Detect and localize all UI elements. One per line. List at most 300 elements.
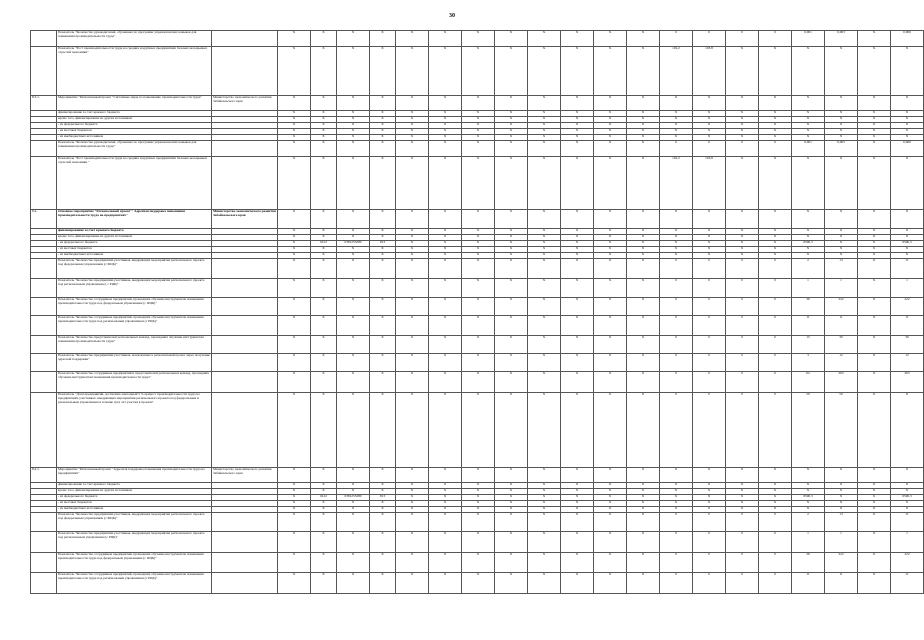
value-cell: 1 [825,532,858,553]
value-cell: X [792,47,825,96]
value-cell: X [370,507,396,513]
value-cell: X [311,298,337,316]
value-cell: X [396,235,429,241]
value-cell: X [891,47,924,96]
value-cell: X [627,372,660,393]
value-cell: X [693,483,726,489]
value-cell: 50 [825,393,858,468]
value-cell: X [627,483,660,489]
value-cell: X [528,354,561,372]
value-cell: X [495,247,528,253]
value-cell: X [495,96,528,111]
value-cell: X [370,229,396,235]
value-cell: X [462,229,495,235]
value-cell: X [891,253,924,259]
value-cell: X [858,135,891,141]
table-row [31,316,924,336]
value-cell: 222 [825,553,858,573]
value-cell: X [759,47,792,96]
row-name-cell: - из внебюджетных источников [57,135,212,141]
value-cell: X [429,157,462,210]
value-cell: X [528,117,561,123]
value-cell: X [278,117,311,123]
value-cell: X [337,157,370,210]
value-cell: X [396,96,429,111]
value-cell: X [429,279,462,298]
value-cell: X [594,573,627,594]
value-cell: 36 [792,298,825,316]
value-cell: X [370,235,396,241]
value-cell: X [311,31,337,47]
value-cell: 0 [693,298,726,316]
value-cell: 6590,3 [792,495,825,501]
value-cell: X [462,507,495,513]
value-cell: X [528,259,561,279]
value-cell: X [370,111,396,117]
value-cell: X [495,135,528,141]
value-cell: X [858,241,891,247]
value-cell: X [792,253,825,259]
value-cell: X [759,241,792,247]
value-cell: X [825,468,858,483]
value-cell: X [594,354,627,372]
value-cell: X [561,117,594,123]
value-cell: X [561,513,594,532]
value-cell: X [792,468,825,483]
value-cell: X [370,501,396,507]
value-cell: X [370,157,396,210]
value-cell: X [726,235,759,241]
value-cell: X [337,47,370,96]
value-cell: 62 [792,372,825,393]
value-cell: X [792,247,825,253]
value-cell: X [528,96,561,111]
value-cell: X [594,279,627,298]
value-cell: X [594,393,627,468]
value-cell: X [462,372,495,393]
value-cell: X [792,210,825,229]
value-cell: X [627,157,660,210]
value-cell: X [528,501,561,507]
row-name-cell: Показатель "Рост производительности труда на средних и крупных предприятиях базовых несырьевых отраслей экономики" [57,47,212,96]
value-cell: 0,006 [891,141,924,157]
value-cell: 0 [660,31,693,47]
value-cell: 11 [792,316,825,336]
value-cell: 0 [660,513,693,532]
value-cell: X [627,247,660,253]
value-cell: X [462,31,495,47]
value-cell: X [396,117,429,123]
value-cell: 6590,3 [891,241,924,247]
value-cell: 0412 [311,241,337,247]
value-cell: X [594,532,627,553]
table-row [31,31,924,47]
value-cell: X [462,573,495,594]
value-cell: X [370,117,396,123]
row-name-cell: кроме того, финансирование из других источников: [57,117,212,123]
value-cell: X [528,253,561,259]
value-cell: X [278,513,311,532]
table-body [31,31,924,594]
value-cell: X [891,117,924,123]
value-cell: X [561,279,594,298]
value-cell: X [726,247,759,253]
value-cell: 222 [891,298,924,316]
value-cell: X [337,372,370,393]
value-cell: X [311,553,337,573]
value-cell: 0 [660,393,693,468]
table-row [31,210,924,229]
value-cell: X [858,298,891,316]
executor-cell [212,157,278,210]
value-cell: X [429,489,462,495]
value-cell: X [693,117,726,123]
value-cell: X [693,111,726,117]
value-cell: X [429,259,462,279]
value-cell: X [429,573,462,594]
row-name-cell: кроме того, финансирование из других источников: [57,235,212,241]
value-cell: X [337,111,370,117]
value-cell: X [278,316,311,336]
value-cell: X [528,279,561,298]
value-cell: X [396,532,429,553]
value-cell: X [396,298,429,316]
value-cell: X [311,393,337,468]
row-number-cell [31,31,57,47]
value-cell: X [495,336,528,354]
value-cell: X [429,354,462,372]
value-cell: X [759,229,792,235]
value-cell: X [311,372,337,393]
executor-cell [212,259,278,279]
value-cell: X [594,553,627,573]
value-cell: X [495,31,528,47]
row-name-cell: Показатель "Количество сотрудников предприятий, прошедших обучение инструментам повышения производительности труда под федеральным управлением (с ФЦК)" [57,553,212,573]
value-cell: X [660,111,693,117]
value-cell: X [726,135,759,141]
value-cell: X [495,235,528,241]
value-cell: X [278,31,311,47]
value-cell: 0 [726,513,759,532]
value-cell: X [462,513,495,532]
value-cell: X [462,210,495,229]
value-cell: X [528,489,561,495]
value-cell: 0 [660,553,693,573]
value-cell: X [792,229,825,235]
value-cell: X [396,210,429,229]
value-cell: X [495,489,528,495]
value-cell: X [660,501,693,507]
value-cell: X [337,210,370,229]
value-cell: X [495,259,528,279]
row-name-cell: Показатель "Количество сотрудников предприятий, прошедших обучение инструментам повышения производительности труда под федеральным управлением (с ФЦК)" [57,298,212,316]
value-cell: X [311,96,337,111]
value-cell: X [370,553,396,573]
value-cell: X [495,372,528,393]
row-number-cell [31,393,57,468]
executor-cell [212,47,278,96]
value-cell: 0381255280 [337,495,370,501]
value-cell: X [429,253,462,259]
value-cell: X [561,247,594,253]
value-cell: X [792,483,825,489]
value-cell: X [337,117,370,123]
row-name-cell: Показатель "Количество представителей региональных команд, прошедших обучение инструментам повышения производительности труда" [57,336,212,354]
value-cell: X [759,157,792,210]
value-cell: X [792,129,825,135]
value-cell: X [528,336,561,354]
value-cell: X [396,553,429,573]
value-cell: X [370,468,396,483]
row-name-cell: Показатель "Количество предприятий-участников, внедряющих мероприятия регионального проекта под региональным управлением (с РЦК)" [57,532,212,553]
value-cell: X [726,129,759,135]
value-cell: X [726,501,759,507]
value-cell: 1 [891,532,924,553]
value-cell: X [278,495,311,501]
value-cell: X [858,495,891,501]
value-cell: X [528,241,561,247]
value-cell: X [561,157,594,210]
value-cell: X [396,129,429,135]
value-cell: X [759,483,792,489]
value-cell: 0 [693,354,726,372]
executor-cell [212,393,278,468]
value-cell: X [495,229,528,235]
row-name-cell: Показатель "Количество предприятий-участников, внедряющих мероприятия регионального проекта под федеральным управлением (с ФЦК)" [57,513,212,532]
value-cell: X [528,316,561,336]
value-cell: X [660,489,693,495]
value-cell: X [311,247,337,253]
value-cell: 0 [759,141,792,157]
value-cell: X [528,393,561,468]
value-cell: X [528,468,561,483]
value-cell: X [858,279,891,298]
value-cell: X [462,532,495,553]
value-cell: X [337,316,370,336]
value-cell: X [561,354,594,372]
row-number-cell [31,316,57,336]
value-cell: X [825,47,858,96]
value-cell: X [278,253,311,259]
value-cell: 13 [825,513,858,532]
table-row [31,393,924,468]
value-cell: X [891,96,924,111]
value-cell: X [858,111,891,117]
value-cell: X [528,47,561,96]
value-cell: X [278,489,311,495]
value-cell: X [561,501,594,507]
value-cell: X [726,507,759,513]
value-cell: 0381255280 [337,241,370,247]
value-cell: X [528,573,561,594]
value-cell: X [594,468,627,483]
value-cell: X [660,235,693,241]
value-cell: X [311,354,337,372]
value-cell: X [311,229,337,235]
value-cell: 12 [891,354,924,372]
value-cell: X [370,489,396,495]
value-cell: X [462,117,495,123]
value-cell: X [311,513,337,532]
value-cell: X [429,111,462,117]
value-cell: X [693,96,726,111]
value-cell: X [278,354,311,372]
value-cell: X [528,553,561,573]
row-number-cell [31,157,57,210]
row-name-cell: Показатель "Количество сотрудников предприятий, прошедших обучение инструментам повышения производительности труда под региональным управлением (с РЦК)" [57,316,212,336]
row-name-cell: кроме того, финансирование из других источников: [57,489,212,495]
value-cell: 0 [693,513,726,532]
value-cell: X [495,501,528,507]
value-cell: X [693,253,726,259]
value-cell: X [627,129,660,135]
value-cell: X [278,210,311,229]
table-row [31,259,924,279]
value-cell: X [627,47,660,96]
value-cell: X [792,96,825,111]
value-cell: X [594,157,627,210]
value-cell: X [495,157,528,210]
value-cell: 12 [825,354,858,372]
value-cell: X [858,210,891,229]
value-cell: X [495,123,528,129]
value-cell: X [462,495,495,501]
value-cell: X [759,247,792,253]
value-cell: X [594,507,627,513]
value-cell: X [891,393,924,468]
value-cell: X [594,336,627,354]
value-cell: X [278,111,311,117]
value-cell: X [337,354,370,372]
row-name-cell: - из федерального бюджета [57,241,212,247]
value-cell: X [858,468,891,483]
value-cell: X [396,111,429,117]
value-cell: X [495,354,528,372]
value-cell: 0 [726,31,759,47]
value-cell: X [627,507,660,513]
value-cell: 0 [693,141,726,157]
value-cell: X [311,135,337,141]
value-cell: X [528,247,561,253]
value-cell: 0 [660,532,693,553]
row-name-cell: Показатель "Количество предприятий-участников, внедряющих мероприятия регионального проекта под региональным управлением ( с РЦК)" [57,279,212,298]
value-cell: 15 [792,336,825,354]
value-cell: X [891,507,924,513]
value-cell: X [726,210,759,229]
value-cell: X [627,241,660,247]
value-cell: X [561,123,594,129]
row-number-cell: 8.4.1. [31,468,57,483]
value-cell: X [561,316,594,336]
value-cell: X [594,259,627,279]
value-cell: 11 [825,573,858,594]
value-cell: X [627,210,660,229]
value-cell: X [429,336,462,354]
value-cell: X [792,157,825,210]
value-cell: X [891,210,924,229]
table-row [31,279,924,298]
value-cell: X [561,141,594,157]
value-cell: X [370,31,396,47]
value-cell: X [337,483,370,489]
value-cell: X [370,247,396,253]
value-cell: X [792,117,825,123]
value-cell: X [396,354,429,372]
row-name-cell: - из внебюджетных источников [57,253,212,259]
value-cell: X [726,495,759,501]
value-cell: X [858,513,891,532]
executor-cell [212,316,278,336]
value-cell: X [337,298,370,316]
value-cell: X [429,241,462,247]
row-name-cell: Показатель "Количество предприятий-участников, внедряющих мероприятия регионального проекта под федеральным управлением (с ФЦК)" [57,259,212,279]
value-cell: X [792,135,825,141]
value-cell: X [370,372,396,393]
value-cell: X [337,123,370,129]
value-cell: X [561,210,594,229]
value-cell: X [396,483,429,489]
value-cell: X [759,111,792,117]
value-cell: X [825,489,858,495]
value-cell: X [370,298,396,316]
row-number-cell [31,47,57,96]
value-cell: X [693,247,726,253]
value-cell: X [594,483,627,489]
value-cell: X [462,354,495,372]
value-cell: X [759,117,792,123]
value-cell: X [627,532,660,553]
value-cell: X [825,96,858,111]
value-cell: 0,001 [792,141,825,157]
value-cell: X [594,129,627,135]
value-cell: X [495,468,528,483]
value-cell: 2 [792,259,825,279]
row-number-cell [31,553,57,573]
value-cell: 0 [759,393,792,468]
value-cell: X [462,553,495,573]
value-cell: X [759,135,792,141]
value-cell: X [858,247,891,253]
value-cell: X [396,393,429,468]
value-cell: X [278,501,311,507]
value-cell: X [594,298,627,316]
value-cell: X [759,501,792,507]
value-cell: 0 [693,316,726,336]
value-cell: X [858,235,891,241]
value-cell: X [337,501,370,507]
value-cell: X [825,495,858,501]
value-cell: X [660,117,693,123]
value-cell: X [495,111,528,117]
value-cell: X [561,298,594,316]
value-cell: X [627,123,660,129]
row-name-cell: - из федерального бюджета [57,495,212,501]
page-number: 30 [449,13,455,19]
value-cell: X [627,31,660,47]
value-cell: X [660,507,693,513]
value-cell: X [311,483,337,489]
value-cell: X [759,129,792,135]
value-cell: X [594,372,627,393]
table-row [31,157,924,210]
value-cell: X [891,111,924,117]
value-cell: X [858,129,891,135]
value-cell: X [311,316,337,336]
value-cell: X [561,31,594,47]
value-cell: 11 [825,316,858,336]
row-name-cell: - из местных бюджетов [57,501,212,507]
value-cell: 11 [891,316,924,336]
